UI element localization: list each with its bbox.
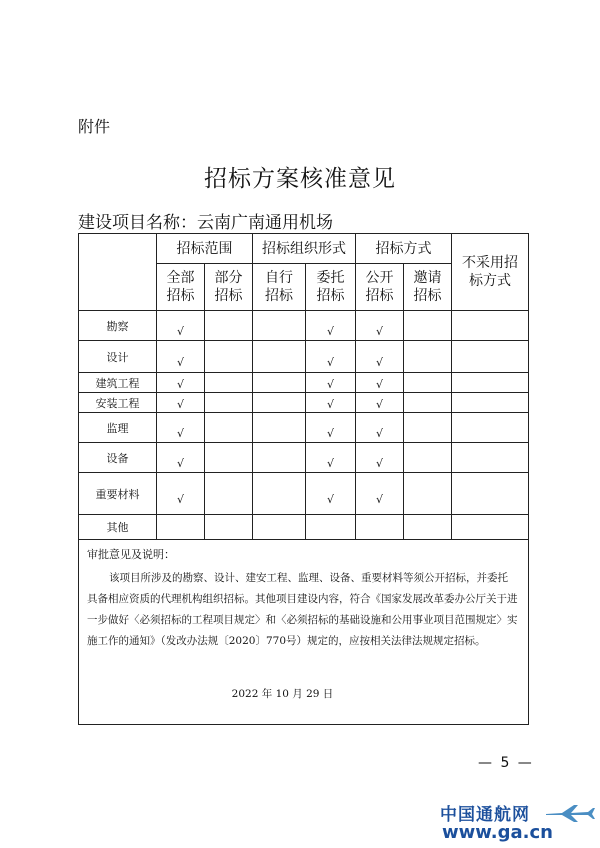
check-cell bbox=[452, 393, 529, 413]
row-label: 设备 bbox=[79, 443, 157, 473]
check-cell bbox=[404, 443, 452, 473]
check-cell bbox=[306, 341, 356, 373]
subheader-label: 委托招标 bbox=[316, 270, 345, 304]
check-cell bbox=[356, 393, 404, 413]
watermark bbox=[440, 800, 600, 848]
check-cell bbox=[157, 311, 205, 341]
check-cell bbox=[253, 443, 306, 473]
check-mark: √ bbox=[375, 325, 383, 338]
check-cell bbox=[205, 413, 253, 443]
table-row bbox=[79, 473, 529, 515]
subheader-label: 部分招标 bbox=[214, 270, 243, 304]
opinion-cell bbox=[79, 540, 529, 725]
check-cell bbox=[253, 413, 306, 443]
check-cell bbox=[306, 443, 356, 473]
check-cell bbox=[253, 393, 306, 413]
check-cell bbox=[205, 515, 253, 540]
check-cell bbox=[157, 443, 205, 473]
attachment-label: 附件 bbox=[78, 117, 111, 136]
project-name: 建设项目名称：云南广南通用机场 bbox=[78, 213, 333, 233]
check-cell bbox=[157, 373, 205, 393]
table-row bbox=[79, 311, 529, 341]
check-cell bbox=[452, 443, 529, 473]
opinion-date: 2022 年 10 月 29 日 bbox=[231, 688, 334, 700]
subheader-5 bbox=[404, 264, 452, 311]
opinion-body: 该项目所涉及的勘察、设计、建安工程、监理、设备、重要材料等须公开招标，并委托具备相应资质的代理机构组织招标。其他项目建设内容，符合《国家发展改革委办公厅关于进一步做好〈必须招标的工程项目规定〉和〈必须招标的基础设施和公用事业项目范围规定〉实施工作的通知》（发改办法规〔2020〕770号）规定的，应按相关法律法规规定招标。 bbox=[87, 572, 518, 647]
subheader-0 bbox=[157, 264, 205, 311]
page-number: — 5 — bbox=[478, 755, 534, 771]
check-cell bbox=[306, 393, 356, 413]
table-row bbox=[79, 373, 529, 393]
table-row bbox=[79, 443, 529, 473]
check-cell bbox=[356, 473, 404, 515]
check-cell bbox=[205, 393, 253, 413]
check-cell bbox=[157, 341, 205, 373]
check-cell bbox=[205, 373, 253, 393]
check-cell bbox=[253, 473, 306, 515]
check-mark: √ bbox=[375, 356, 383, 369]
row-label: 安装工程 bbox=[79, 393, 157, 413]
check-cell bbox=[205, 341, 253, 373]
check-mark: √ bbox=[176, 356, 184, 369]
plane-icon bbox=[544, 802, 596, 824]
check-mark: √ bbox=[176, 378, 184, 391]
check-cell bbox=[157, 413, 205, 443]
table-row bbox=[79, 393, 529, 413]
check-mark: √ bbox=[176, 457, 184, 470]
subheader-label: 邀请招标 bbox=[413, 270, 442, 304]
subheader-1 bbox=[205, 264, 253, 311]
check-mark: √ bbox=[326, 356, 334, 369]
check-cell bbox=[356, 515, 404, 540]
check-cell bbox=[157, 515, 205, 540]
watermark-url: www.ga.cn bbox=[442, 822, 553, 843]
check-cell bbox=[253, 341, 306, 373]
check-mark: √ bbox=[176, 427, 184, 440]
table-row bbox=[79, 341, 529, 373]
check-mark: √ bbox=[375, 427, 383, 440]
subheader-4 bbox=[356, 264, 404, 311]
check-mark: √ bbox=[326, 457, 334, 470]
check-cell bbox=[452, 413, 529, 443]
check-cell bbox=[356, 443, 404, 473]
check-cell bbox=[306, 413, 356, 443]
check-cell bbox=[205, 443, 253, 473]
check-cell bbox=[253, 311, 306, 341]
table-row bbox=[79, 515, 529, 540]
check-cell bbox=[452, 473, 529, 515]
check-cell bbox=[306, 473, 356, 515]
check-cell bbox=[356, 311, 404, 341]
check-cell bbox=[306, 311, 356, 341]
subheader-label: 公开招标 bbox=[365, 270, 394, 304]
check-mark: √ bbox=[375, 378, 383, 391]
check-cell bbox=[452, 373, 529, 393]
row-label: 其他 bbox=[79, 515, 157, 540]
check-mark: √ bbox=[326, 398, 334, 411]
check-cell bbox=[404, 413, 452, 443]
check-cell bbox=[157, 393, 205, 413]
check-mark: √ bbox=[326, 427, 334, 440]
header-no-tender bbox=[452, 234, 529, 311]
check-cell bbox=[452, 515, 529, 540]
check-cell bbox=[205, 473, 253, 515]
subheader-2 bbox=[253, 264, 306, 311]
header-method: 招标方式 bbox=[356, 234, 452, 264]
subheader-label: 自行招标 bbox=[265, 270, 293, 304]
row-label: 勘察 bbox=[79, 311, 157, 341]
opinion-title: 审批意见及说明： bbox=[87, 548, 175, 561]
watermark-brand: 中国通航网 bbox=[440, 805, 530, 825]
check-mark: √ bbox=[176, 325, 184, 338]
check-cell bbox=[356, 341, 404, 373]
check-cell bbox=[404, 515, 452, 540]
row-label: 建筑工程 bbox=[79, 373, 157, 393]
check-cell bbox=[253, 373, 306, 393]
check-cell bbox=[452, 311, 529, 341]
page-title: 招标方案核准意见 bbox=[204, 166, 396, 192]
row-label: 设计 bbox=[79, 341, 157, 373]
header-no-tender-label: 不采用招标方式 bbox=[462, 255, 518, 289]
check-cell bbox=[306, 373, 356, 393]
check-mark: √ bbox=[375, 493, 383, 506]
check-cell bbox=[404, 393, 452, 413]
check-mark: √ bbox=[326, 378, 334, 391]
check-cell bbox=[452, 341, 529, 373]
check-cell bbox=[404, 373, 452, 393]
check-mark: √ bbox=[375, 457, 383, 470]
check-cell bbox=[157, 473, 205, 515]
check-mark: √ bbox=[326, 493, 334, 506]
check-cell bbox=[205, 311, 253, 341]
check-mark: √ bbox=[176, 493, 184, 506]
check-cell bbox=[404, 341, 452, 373]
row-label-header bbox=[79, 234, 157, 311]
check-cell bbox=[404, 473, 452, 515]
header-organization: 招标组织形式 bbox=[253, 234, 356, 264]
check-mark: √ bbox=[375, 398, 383, 411]
table-row bbox=[79, 413, 529, 443]
check-cell bbox=[356, 373, 404, 393]
check-mark: √ bbox=[176, 398, 184, 411]
subheader-3 bbox=[306, 264, 356, 311]
tender-plan-table bbox=[78, 233, 529, 725]
header-scope: 招标范围 bbox=[157, 234, 253, 264]
check-cell bbox=[356, 413, 404, 443]
check-cell bbox=[404, 311, 452, 341]
check-cell bbox=[306, 515, 356, 540]
check-mark: √ bbox=[326, 325, 334, 338]
check-cell bbox=[253, 515, 306, 540]
row-label: 重要材料 bbox=[79, 473, 157, 515]
subheader-label: 全部招标 bbox=[166, 270, 195, 304]
row-label: 监理 bbox=[79, 413, 157, 443]
